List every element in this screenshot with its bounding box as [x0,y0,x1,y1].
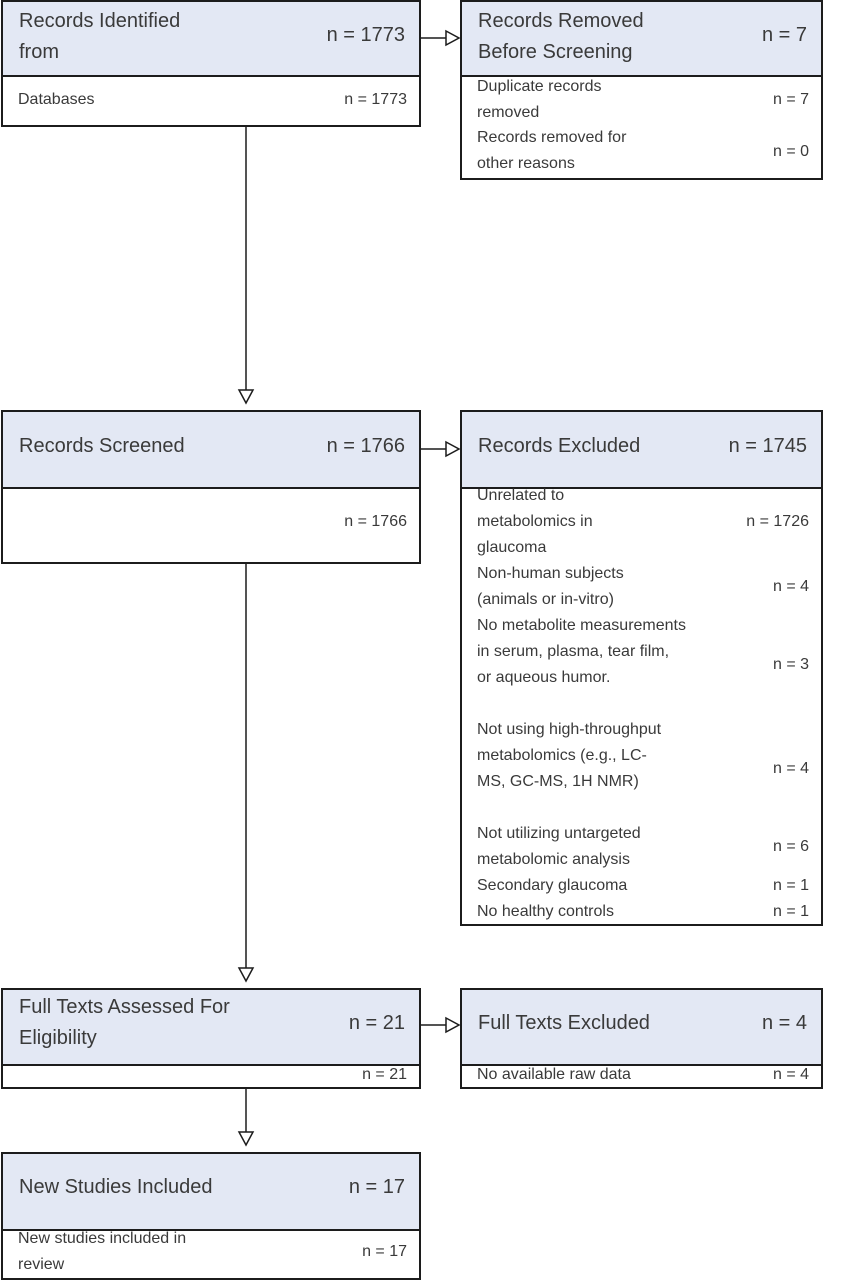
full-texts-excluded-title: Full Texts Excluded [478,1012,650,1034]
records-screened-title: Records Screened [19,435,185,457]
records-screened-box [1,410,421,564]
full-texts-assessed-title: Full Texts Assessed For Eligibility [19,996,230,1049]
removed-row-duplicates-count: n = 7 [772,91,809,108]
excluded-row-not-high-throughput-label: Not using high-throughput metabolomics (e.g., LC-MS, GC-MS, 1H NMR) [477,721,662,790]
excluded-row-no-controls-label: No healthy controls [477,903,614,920]
identified-row-count: n = 1773 [344,91,407,108]
excluded-row-no-metabolite-count: n = 3 [772,656,809,673]
records-screened-count: n = 1766 [326,435,405,457]
records-removed-count: n = 7 [761,24,807,46]
new-studies-included-box [1,1152,421,1280]
fulltext-excluded-row-label: No available raw data [477,1066,631,1083]
arrowhead-removed [446,31,459,45]
fulltext-row-count: n = 21 [362,1066,407,1083]
excluded-row-not-high-throughput-count: n = 4 [772,760,809,777]
excluded-row-not-untargeted-count: n = 6 [772,838,809,855]
excluded-row-nonhuman-count: n = 4 [772,578,809,595]
records-identified-box [1,0,421,127]
included-row-count: n = 17 [362,1243,407,1260]
records-identified-title: Records Identified from [19,10,181,63]
arrowhead-fulltext-excluded [446,1018,459,1032]
records-identified-header [3,2,419,77]
arrowhead-fulltext [239,968,253,981]
excluded-row-not-untargeted-label: Not utilizing untargeted metabolomic analysis [477,825,641,868]
full-texts-excluded-count: n = 4 [761,1012,807,1034]
excluded-row-no-metabolite-label: No metabolite measurements in serum, plasma, tear film, or aqueous humor. [477,617,686,686]
records-removed-title: Records Removed Before Screening [478,10,644,63]
excluded-row-no-controls-count: n = 1 [772,903,809,920]
new-studies-included-title: New Studies Included [19,1176,213,1198]
records-identified-count: n = 1773 [326,24,405,46]
excluded-row-unrelated-count: n = 1726 [746,513,809,530]
new-studies-included-header [3,1154,419,1231]
identified-row-label: Databases [18,91,95,108]
excluded-row-unrelated-label: Unrelated to metabolomics in glaucoma [477,487,593,556]
arrowhead-included [239,1132,253,1145]
arrowhead-screened [239,390,253,403]
records-excluded-header [462,412,821,489]
excluded-row-secondary-label: Secondary glaucoma [477,877,628,894]
records-excluded-count: n = 1745 [728,435,807,457]
records-excluded-box [460,410,823,926]
included-row-label: New studies included in review [18,1230,187,1273]
excluded-row-secondary-count: n = 1 [772,877,809,894]
full-texts-excluded-box [460,988,823,1089]
fulltext-excluded-row-count: n = 4 [772,1066,809,1083]
records-excluded-title: Records Excluded [478,435,641,457]
removed-row-other-label: Records removed for other reasons [477,129,627,172]
full-texts-assessed-count: n = 21 [348,1012,405,1034]
arrowhead-excluded [446,442,459,456]
full-texts-assessed-box [1,988,421,1089]
removed-row-other-count: n = 0 [772,143,809,160]
records-removed-header [462,2,821,77]
screened-row-count: n = 1766 [344,513,407,530]
records-screened-header [3,412,419,489]
full-texts-assessed-header [3,990,419,1066]
new-studies-included-count: n = 17 [348,1176,405,1198]
records-removed-box [460,0,823,180]
full-texts-excluded-header [462,990,821,1066]
excluded-row-nonhuman-label: Non-human subjects (animals or in-vitro) [477,565,624,608]
removed-row-duplicates-label: Duplicate records removed [477,78,602,121]
